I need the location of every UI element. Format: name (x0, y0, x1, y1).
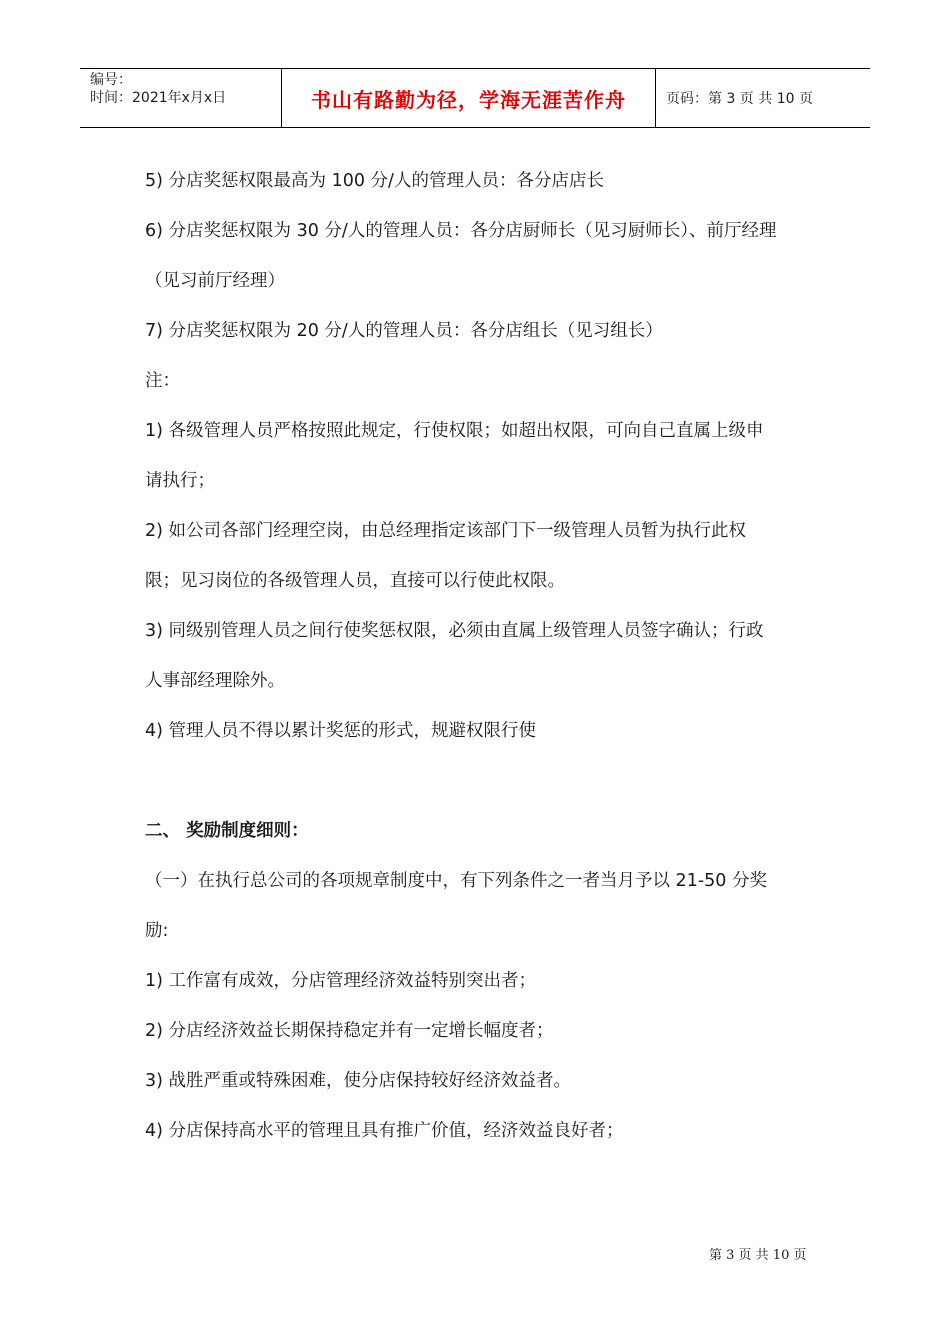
body-line: 2) 如公司各部门经理空岗，由总经理指定该部门下一级管理人员暂为执行此权 (145, 521, 747, 541)
document-number-label: 编号： (90, 72, 132, 88)
body-line: 1) 各级管理人员严格按照此规定，行使权限；如超出权限，可向自己直属上级申 (145, 421, 764, 441)
body-line: 1) 工作富有成效，分店管理经济效益特别突出者； (145, 971, 537, 991)
section-title: 二、 奖励制度细则： (145, 821, 309, 841)
page-header (80, 68, 870, 128)
note-heading: 注： (145, 371, 180, 391)
body-line: （见习前厅经理） (145, 271, 285, 291)
body-line: 4) 分店保持高水平的管理且具有推广价值，经济效益良好者； (145, 1121, 624, 1141)
body-line: 5) 分店奖惩权限最高为 100 分/人的管理人员：各分店店长 (145, 171, 604, 191)
body-line: 3) 战胜严重或特殊困难，使分店保持较好经济效益者。 (145, 1071, 572, 1091)
body-line: 限；见习岗位的各级管理人员，直接可以行使此权限。 (145, 571, 565, 591)
document-body (145, 156, 815, 1156)
section-spacer (145, 756, 815, 806)
body-line: 7) 分店奖惩权限为 20 分/人的管理人员：各分店组长（见习组长） (145, 321, 663, 341)
header-motto-cell (282, 69, 656, 127)
body-line: 2) 分店经济效益长期保持稳定并有一定增长幅度者； (145, 1021, 554, 1041)
document-time-label: 时间：2021年x月x日 (90, 90, 227, 106)
header-page-number: 页码：第 3 页 共 10 页 (666, 91, 813, 107)
body-line: 人事部经理除外。 (145, 671, 285, 691)
body-line: 6) 分店奖惩权限为 30 分/人的管理人员：各分店厨师长（见习厨师长）、前厅经理 (145, 221, 777, 241)
header-meta (80, 69, 282, 127)
footer-page-number: 第 3 页 共 10 页 (709, 1248, 807, 1263)
body-line: 请执行； (145, 471, 215, 491)
body-line: （一）在执行总公司的各项规章制度中，有下列条件之一者当月予以 21-50 分奖 (145, 871, 767, 891)
header-motto: 书山有路勤为径，学海无涯苦作舟 (311, 87, 626, 112)
body-line: 励: (145, 921, 169, 941)
body-line: 4) 管理人员不得以累计奖惩的形式，规避权限行使 (145, 721, 537, 741)
body-line: 3) 同级别管理人员之间行使奖惩权限，必须由直属上级管理人员签字确认；行政 (145, 621, 764, 641)
header-page-cell (656, 69, 870, 127)
